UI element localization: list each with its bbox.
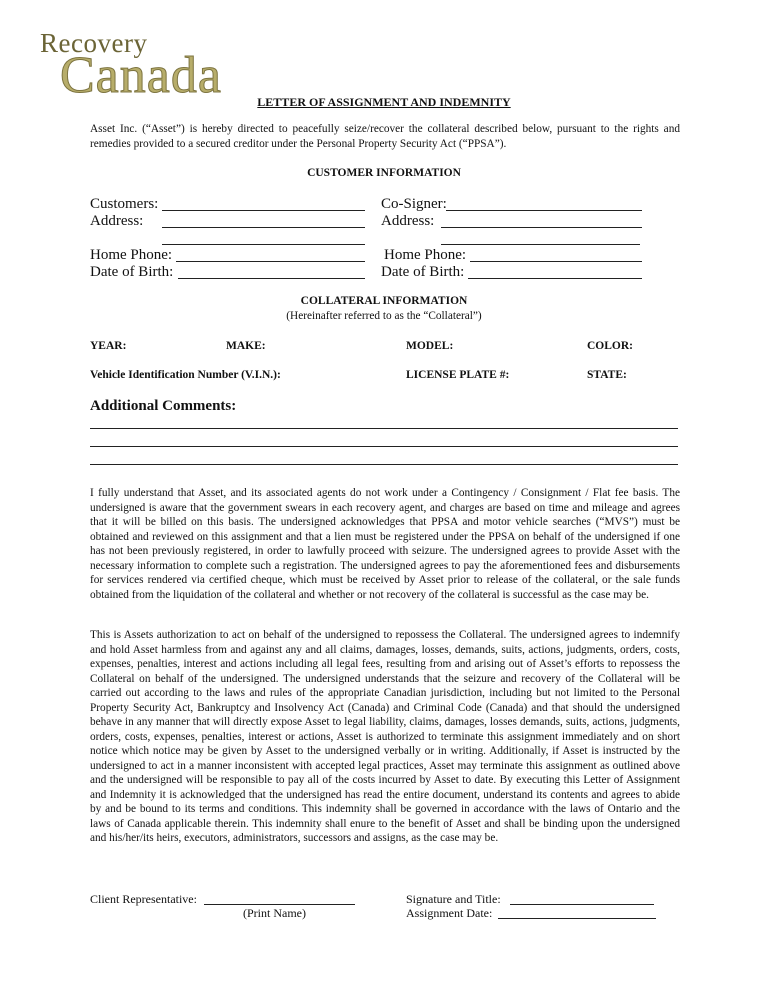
cosigner-field[interactable]	[446, 210, 642, 211]
home-phone-field[interactable]	[176, 261, 365, 262]
customers-label: Customers:	[90, 196, 159, 212]
customer-info-heading: CUSTOMER INFORMATION	[307, 167, 461, 179]
color-label: COLOR:	[587, 340, 633, 352]
client-rep-label: Client Representative:	[90, 892, 197, 906]
cosigner-dob-label: Date of Birth:	[381, 264, 465, 280]
print-name-caption: (Print Name)	[243, 906, 306, 920]
state-label: STATE:	[587, 369, 627, 381]
collateral-heading: COLLATERAL INFORMATION	[300, 295, 468, 307]
company-logo	[38, 28, 230, 104]
cosigner-phone-field[interactable]	[470, 261, 642, 262]
license-plate-label: LICENSE PLATE #:	[406, 369, 510, 381]
customers-field[interactable]	[162, 210, 365, 211]
collateral-subheading: (Hereinafter referred to as the “Collateral”)	[286, 310, 482, 322]
comments-line-1[interactable]	[90, 428, 678, 429]
address-field-line2[interactable]	[162, 244, 365, 245]
cosigner-address-field-line2[interactable]	[441, 244, 640, 245]
dob-label: Date of Birth:	[90, 264, 174, 280]
logo-line-canada: Canada	[60, 47, 222, 104]
cosigner-label: Co-Signer:	[381, 196, 447, 212]
comments-line-2[interactable]	[90, 446, 678, 447]
signature-title-field[interactable]	[510, 904, 654, 905]
additional-comments-heading: Additional Comments:	[90, 398, 237, 414]
document-title: LETTER OF ASSIGNMENT AND INDEMNITY	[257, 95, 511, 109]
cosigner-address-field-line1[interactable]	[441, 227, 642, 228]
dob-field[interactable]	[178, 278, 365, 279]
cosigner-dob-field[interactable]	[468, 278, 642, 279]
authorization-paragraph: This is Assets authorization to act on behalf of the undersigned to repossess the Collateral. The undersigned agrees to indemnify and hold Asset harmless from and against any and all claims, damages, losses, demands, suits, actions, judgments, orders, costs, expenses, penalties, interest and actions including all legal fees, resulting from and arising out of Asset’s efforts to repossess the Collateral on behalf of the undersigned. The undersigned understands that the seizure and recovery of the Collateral will be carried out according to the laws and rules of the appropriate Canadian jurisdiction, including but not limited to the Personal Property Security Act, Bankruptcy and Insolvency Act (Canada) and Criminal Code (Canada) and that should the undersigned behave in any manner that will directly expose Asset to legal liability, claims, damages, losses demands, suits, actions, judgments, orders, costs, expenses, penalties, interest or actions, Asset is authorized to terminate this assignment immediately and on short notice which notice may be given by Asset to the undersigned verbally or in writing. Additionally, if Asset is instructed by the undersigned to act in a manner inconsistent with accepted legal practices, Asset may terminate this assignment as outlined above and the undersigned will be responsible to pay all of the costs incurred by Asset to date. By executing this Letter of Assignment and Indemnity it is acknowledged that the undersigned has read the entire document, understand its contents and agrees to abide by and be bound to its terms and conditions. This indemnity shall be governed in accordance with the laws of Ontario and the laws of Canada applicable therein. This indemnity shall enure to the benefit of Asset and shall be binding upon the undersigned and his/her/its heirs, executors, administrators, successors and assigns, as the case may be.	[90, 629, 680, 844]
assignment-date-field[interactable]	[498, 918, 656, 919]
make-label: MAKE:	[226, 340, 266, 352]
signature-title-label: Signature and Title:	[406, 892, 501, 906]
comments-line-3[interactable]	[90, 464, 678, 465]
year-label: YEAR:	[90, 340, 127, 352]
home-phone-label: Home Phone:	[90, 247, 173, 263]
cosigner-address-label: Address:	[381, 213, 435, 229]
cosigner-phone-label: Home Phone:	[384, 247, 467, 263]
address-label: Address:	[90, 213, 144, 229]
client-rep-field[interactable]	[204, 904, 355, 905]
vin-label: Vehicle Identification Number (V.I.N.):	[90, 369, 281, 381]
intro-paragraph: Asset Inc. (“Asset”) is hereby directed to peacefully seize/recover the collateral described below, pursuant to the rights and remedies provided to a secured creditor under the Personal Property Security Act (“PPSA”).	[90, 123, 680, 150]
address-field-line1[interactable]	[162, 227, 365, 228]
fees-paragraph: I fully understand that Asset, and its associated agents do not work under a Contingency / Consignment / Flat fee basis. The undersigned is aware that the government swears in each recovery agent, and charges are based on time and mileage and agrees that it will be billed on this basis. The undersigned acknowledges that PPSA and motor vehicle searches (“MVS”) must be obtained and reviewed on this assignment and that a lien must be registered under the PPSA on behalf of the undersigned if one has not been previously registered, in order to lawfully proceed with seizure. The undersigned agrees to provide Asset with the necessary information to complete such a registration. The undersigned agrees to pay the aforementioned fees and disbursements for services rendered via certified cheque, which must be received by Asset prior to release of the collateral, or the sale funds obtained from the liquidation of the collateral and whether or not recovery of the collateral is successful as the case may be.	[90, 487, 680, 601]
logo-line-recovery: Recovery	[40, 28, 148, 58]
assignment-date-label: Assignment Date:	[406, 906, 493, 920]
model-label: MODEL:	[406, 340, 454, 352]
